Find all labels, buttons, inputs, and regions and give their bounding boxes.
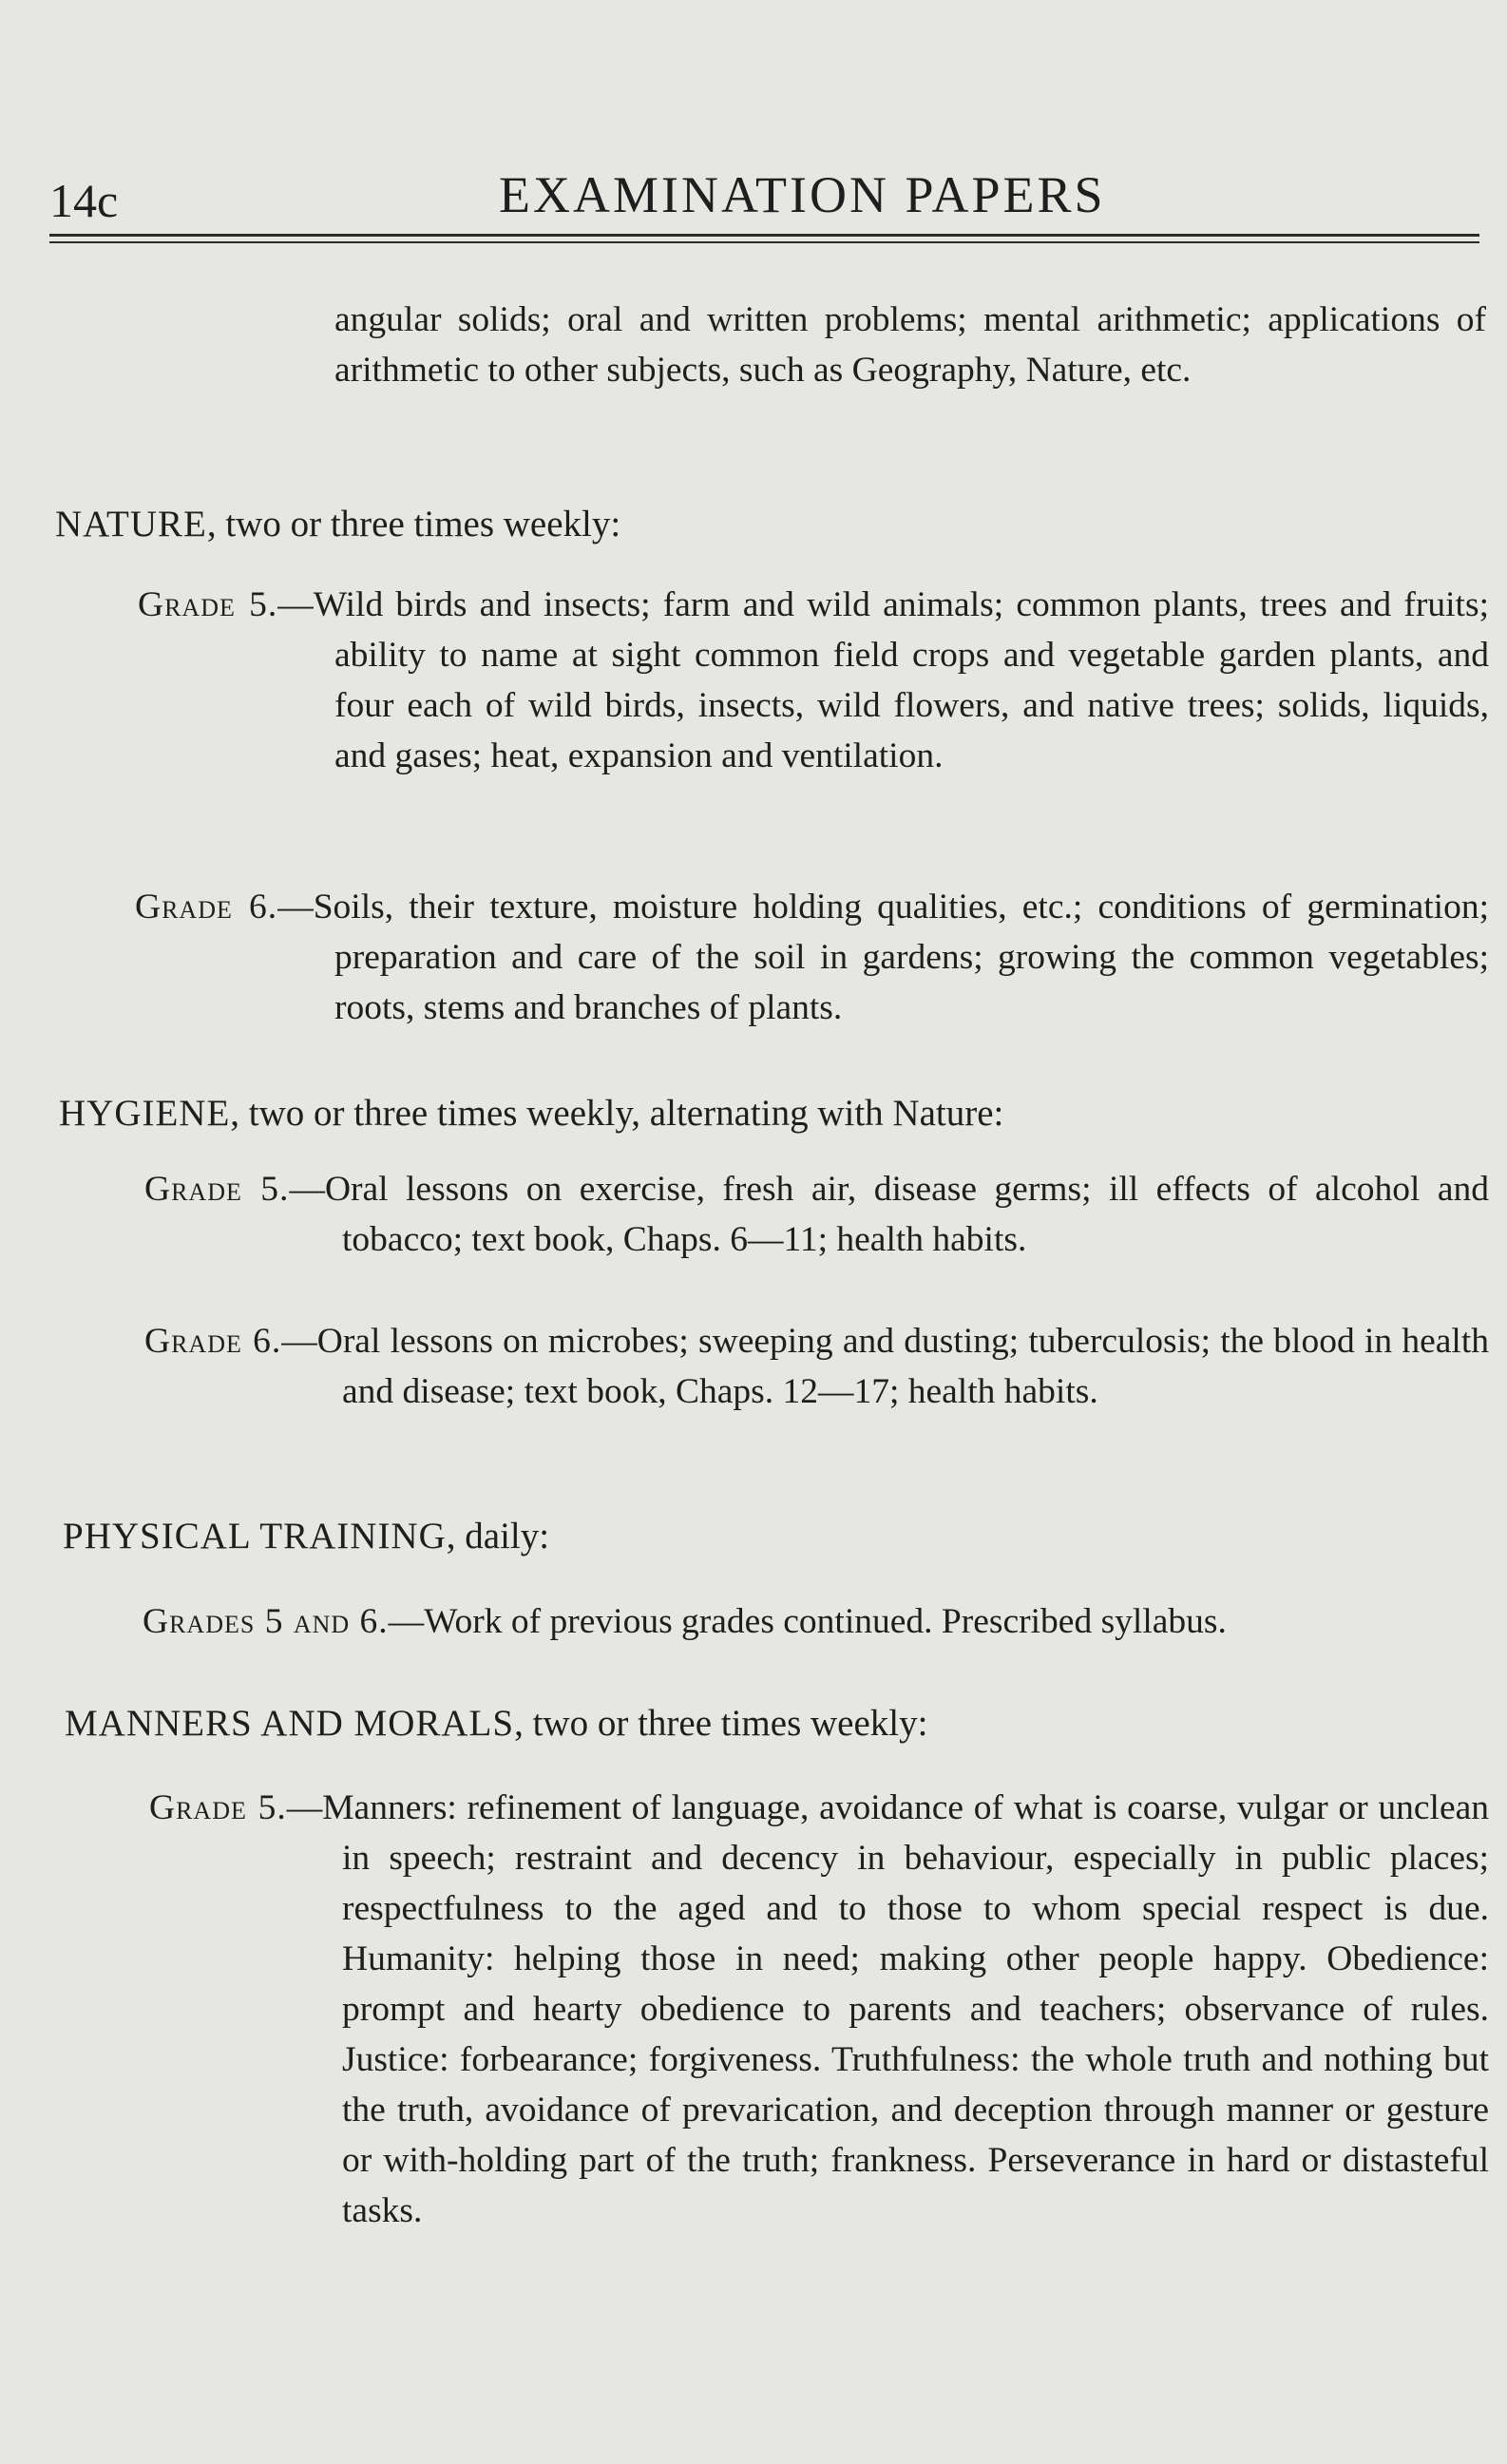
grade-label: Grade 6. xyxy=(144,1322,282,1361)
grade-label: Grade 5. xyxy=(144,1170,290,1209)
grade-text: —Soils, their texture, moisture holding qualities, etc.; conditions of germination; preparation and care of the soil in gardens; growing the common vegetables; roots, stems and branches of plants. xyxy=(277,888,1489,1027)
section-heading-hygiene xyxy=(59,1088,1003,1138)
page-number: 14c xyxy=(49,174,119,227)
nature-grade-5 xyxy=(138,580,1489,781)
nature-grade-6 xyxy=(135,882,1489,1033)
section-title: HYGIENE xyxy=(59,1093,231,1134)
grade-text: —Wild birds and insects; farm and wild animals; common plants, trees and fruits; ability to name at sight common field crops and vegetable garden plants, and four each of wild birds, insects, wild flowers, and native trees; solids, liquids, and gases; heat, expansion and ventilation. xyxy=(277,585,1489,775)
section-schedule: , daily: xyxy=(446,1516,550,1557)
section-title: PHYSICAL TRAINING xyxy=(63,1516,447,1557)
grade-label: Grade 5. xyxy=(138,585,278,624)
section-schedule: , two or three times weekly, alternating with Nature: xyxy=(230,1093,1004,1134)
section-title: MANNERS AND MORALS xyxy=(65,1703,515,1744)
continuation-paragraph: angular solids; oral and written problems; mental arithmetic; applications of arithmetic to other subjects, such as Geography, Nature, etc. xyxy=(334,300,1486,390)
section-heading-manners-and-morals xyxy=(65,1698,927,1748)
grade-text: —Oral lessons on microbes; sweeping and dusting; tuberculosis; the blood in health and disease; text book, Chaps. 12—17; health habits. xyxy=(281,1322,1489,1411)
hygiene-grade-5 xyxy=(144,1164,1489,1265)
physical-training-grades xyxy=(143,1596,1489,1647)
running-title: EXAMINATION PAPERS xyxy=(499,166,1106,223)
grade-text: —Work of previous grades continued. Prescribed syllabus. xyxy=(388,1602,1227,1641)
grade-label: Grades 5 and 6. xyxy=(143,1602,389,1641)
grade-text: —Manners: refinement of language, avoidance of what is coarse, vulgar or unclean in speech; restraint and decency in behaviour, especially in public places; respectfulness to the aged and to those to whom special respect is due. Humanity: helping those in need; making other people happy. Obedience: prompt and hearty obedience to parents and teachers; observance of rules. Justice: forbearance; forgiveness. Truthfulness: the whole truth and nothing but the truth, avoidance of prevarication, and deception through manner or gesture or with-holding part of the truth; frankness. Perseverance in hard or distasteful tasks. xyxy=(286,1788,1489,2230)
header-rule xyxy=(49,234,1479,237)
section-schedule: , two or three times weekly: xyxy=(206,504,621,544)
grade-text: —Oral lessons on exercise, fresh air, disease germs; ill effects of alcohol and tobacco; text book, Chaps. 6—11; health habits. xyxy=(289,1170,1489,1259)
manners-grade-5 xyxy=(149,1783,1489,2236)
grade-label: Grade 6. xyxy=(135,888,278,926)
section-heading-nature xyxy=(55,499,620,549)
header-rule-secondary xyxy=(49,241,1479,243)
page-header xyxy=(49,160,1479,245)
section-schedule: , two or three times weekly: xyxy=(514,1703,928,1744)
section-title: NATURE xyxy=(55,504,207,544)
section-heading-physical-training xyxy=(63,1511,549,1561)
hygiene-grade-6 xyxy=(144,1316,1489,1417)
grade-label: Grade 5. xyxy=(149,1788,287,1827)
